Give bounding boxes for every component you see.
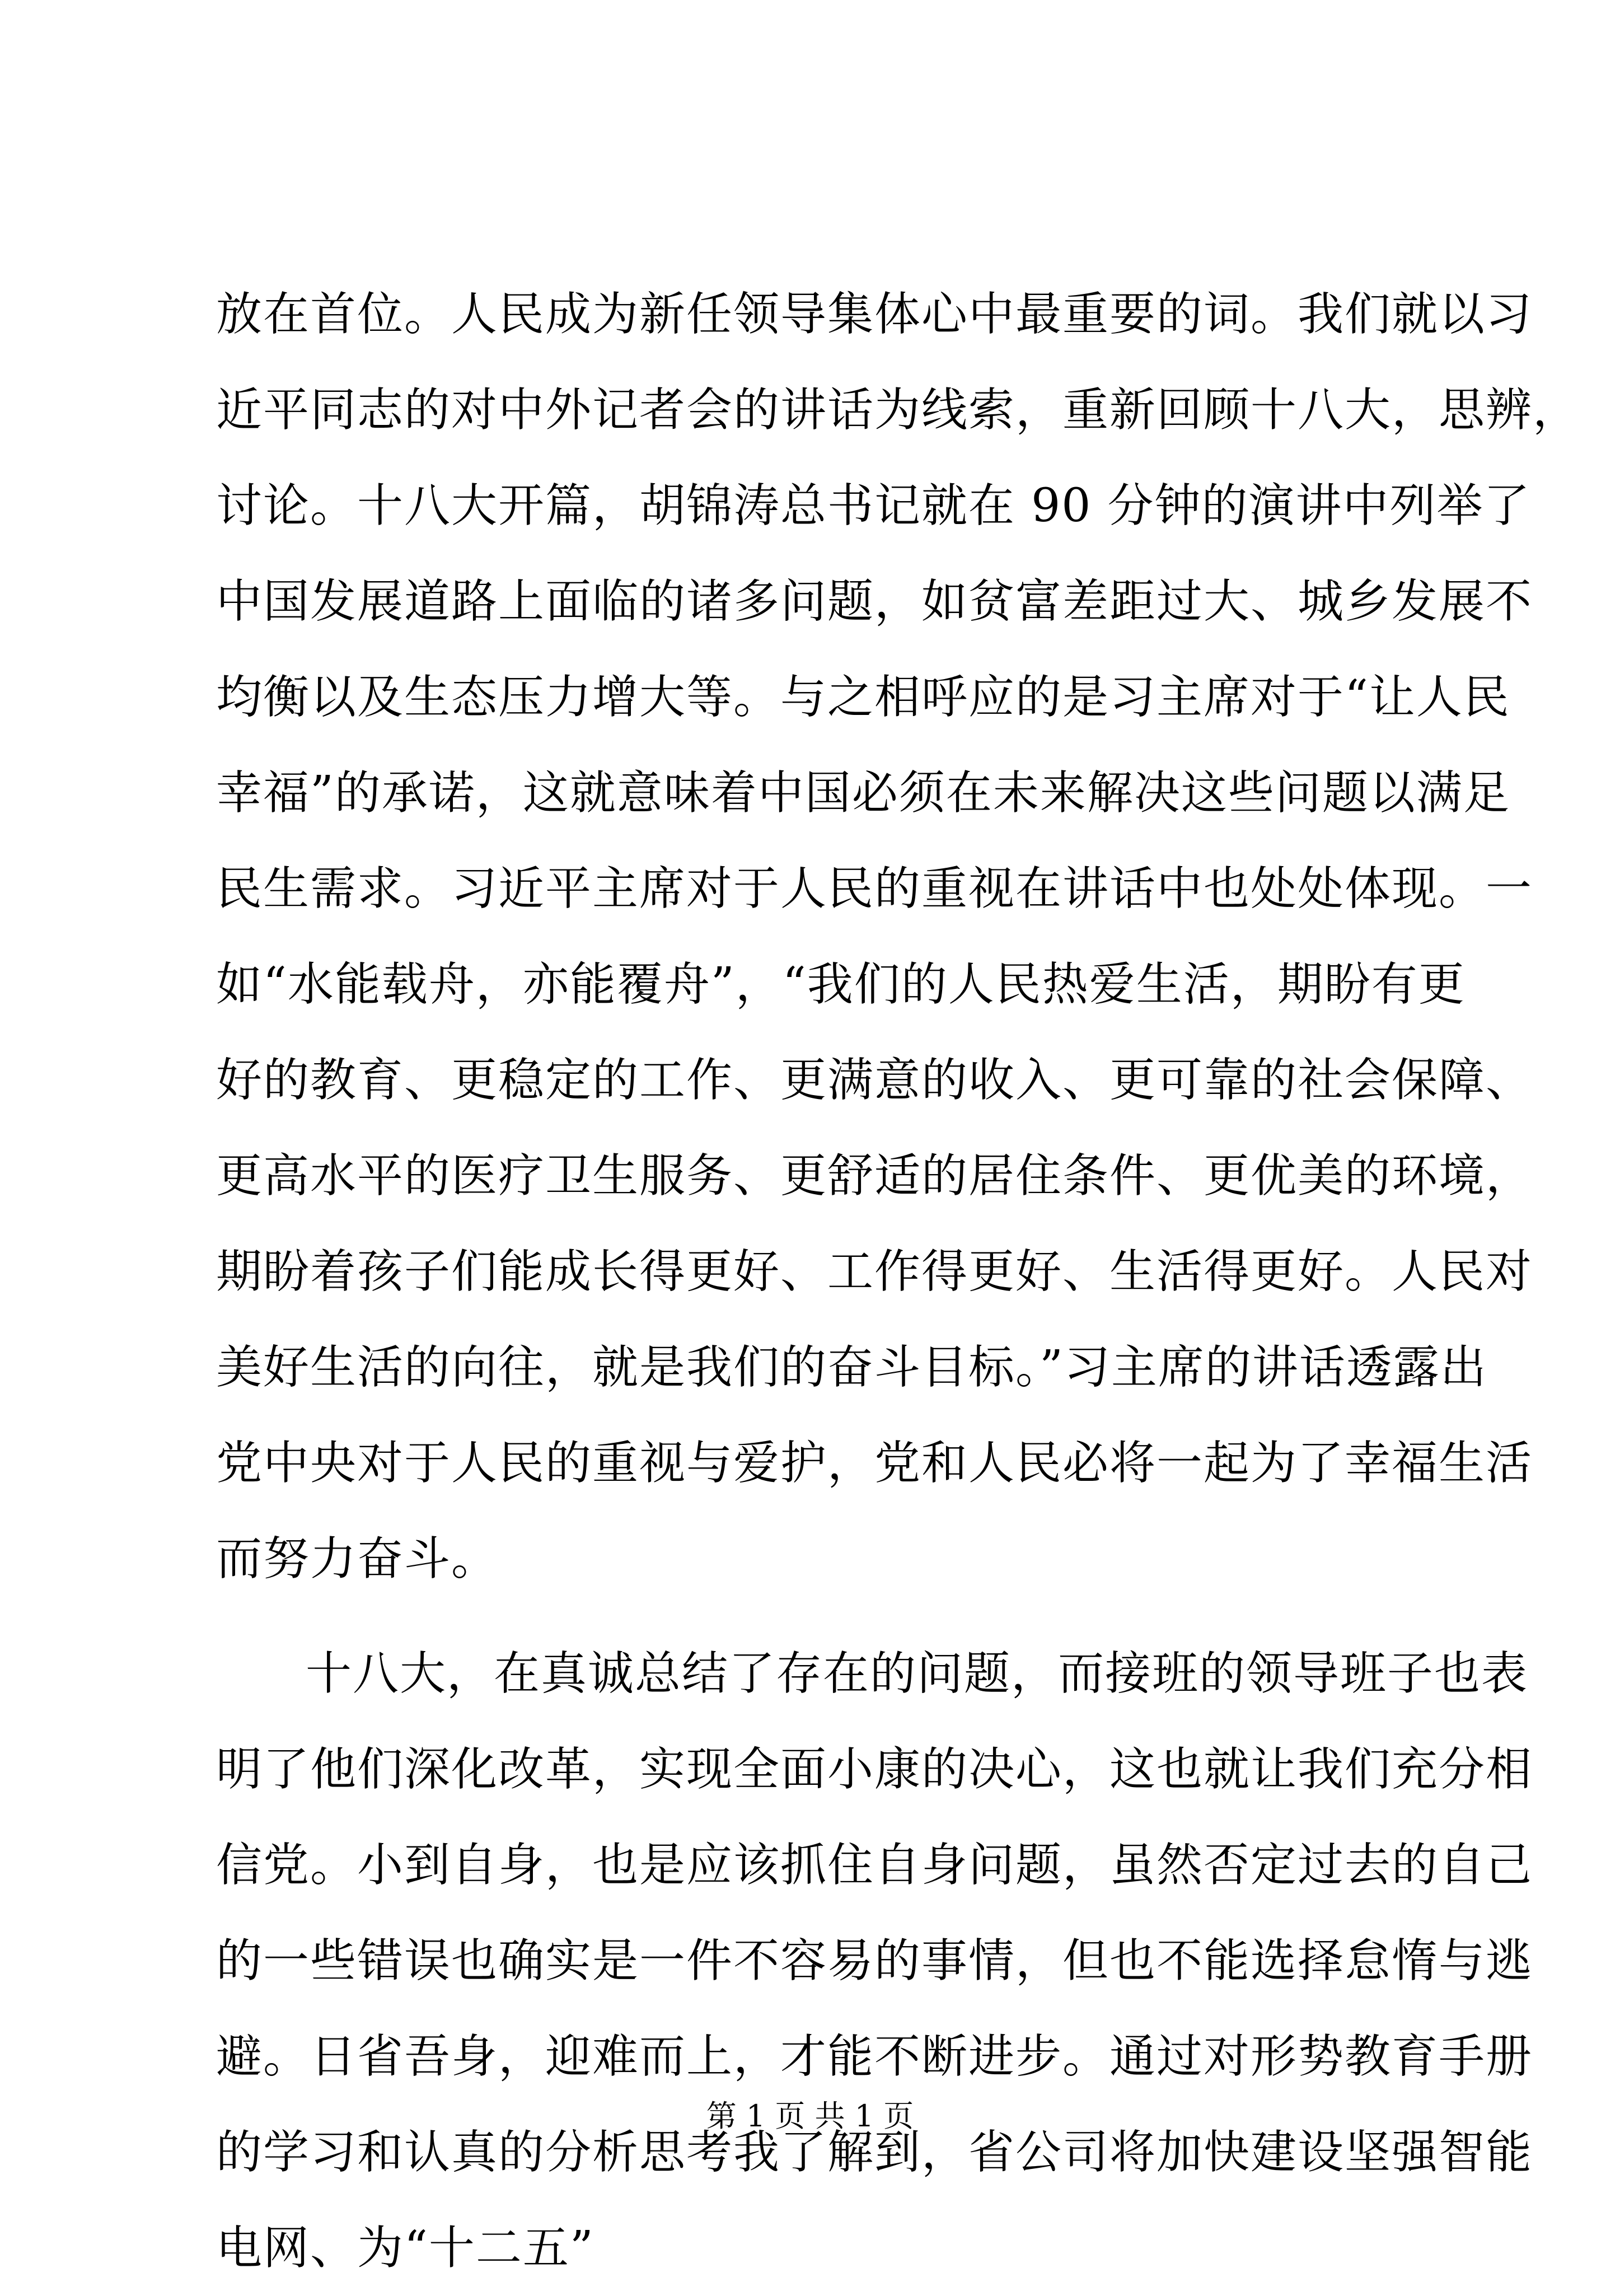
text-line: 电网、为“十二五”	[216, 2222, 594, 2275]
body-text	[216, 266, 1580, 2296]
text-line: 好的教育、更稳定的工作、更满意的收入、更可靠的社会保障、	[216, 1054, 1533, 1107]
paragraph-1	[216, 266, 1580, 1607]
text-line: 幸福”的承诺，这就意味着中国必须在未来解决这些问题以满足	[216, 766, 1510, 820]
text-line-indented: 十八大，在真诚总结了存在的问题，而接班的领导班子也表	[306, 1647, 1529, 1700]
paragraph-spacer	[216, 1607, 1425, 1626]
text-line: 期盼着孩子们能成长得更好、工作得更好、生活得更好。人民对	[216, 1245, 1533, 1298]
text-line: 近平同志的对中外记者会的讲话为线索，重新回顾十八大，思辨，	[216, 384, 1580, 437]
text-line: 中国发展道路上面临的诸多问题，如贫富差距过大、城乡发展不	[216, 575, 1533, 628]
text-line: 避。日省吾身，迎难而上，才能不断进步。通过对形势教育手册	[216, 2030, 1533, 2083]
text-line: 更高水平的医疗卫生服务、更舒适的居住条件、更优美的环境，	[216, 1149, 1533, 1203]
text-line: 信党。小到自身，也是应该抓住自身问题，虽然否定过去的自己	[216, 1839, 1533, 1892]
text-line: 民生需求。习近平主席对于人民的重视在讲话中也处处体现。一	[216, 862, 1533, 915]
page-footer	[0, 2097, 1620, 2136]
text-line: 讨论。十八大开篇，胡锦涛总书记就在 90 分钟的演讲中列举了	[216, 479, 1531, 532]
text-line: 党中央对于人民的重视与爱护，党和人民必将一起为了幸福生活	[216, 1437, 1533, 1490]
text-line: 明了他们深化改革，实现全面小康的决心，这也就让我们充分相	[216, 1743, 1533, 1796]
text-line: 如“水能载舟，亦能覆舟”，“我们的人民热爱生活，期盼有更	[216, 958, 1466, 1011]
text-line: 放在首位。人民成为新任领导集体心中最重要的词。我们就以习	[216, 288, 1533, 341]
text-line: 的学习和认真的分析思考我了解到，省公司将加快建设坚强智能	[216, 2126, 1533, 2179]
text-line: 的一些错误也确实是一件不容易的事情，但也不能选择怠惰与逃	[216, 1934, 1533, 1988]
text-line: 均衡以及生态压力增大等。与之相呼应的是习主席对于“让人民	[216, 671, 1510, 724]
text-line: 而努力奋斗。	[216, 1532, 499, 1586]
paragraph-2	[216, 1626, 1533, 2296]
page-number-label: 第 1 页 共 1 页	[706, 2098, 914, 2134]
text-line: 美好生活的向往，就是我们的奋斗目标。”习主席的讲话透露出	[216, 1341, 1487, 1394]
